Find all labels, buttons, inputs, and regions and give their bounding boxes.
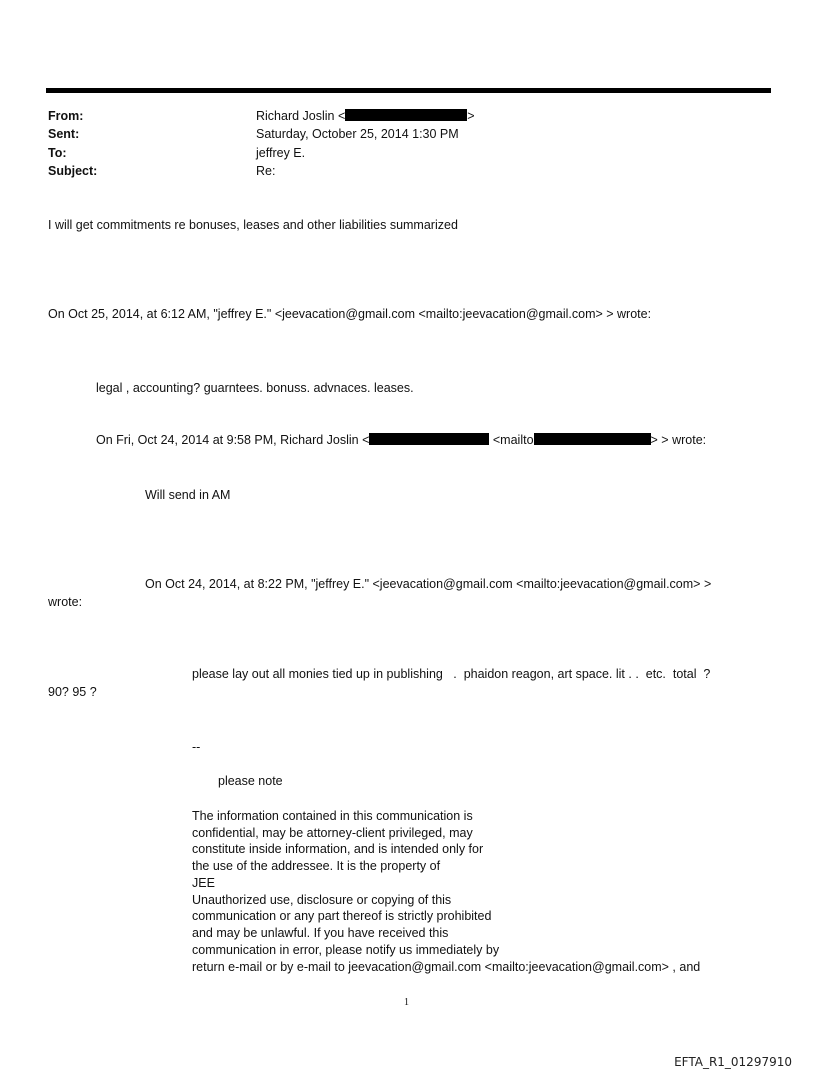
quote1-text: legal , accounting? guarntees. bonuss. advnaces. leases.	[96, 381, 414, 395]
quote2-attr-start: On Fri, Oct 24, 2014 at 9:58 PM, Richard Joslin <	[96, 433, 370, 447]
header-rule	[46, 88, 771, 93]
signature-dash: --	[192, 740, 201, 754]
from-end: >	[467, 109, 475, 123]
redaction-bar	[534, 433, 651, 445]
disclaimer-line: return e-mail or by e-mail to jeevacation@gmail.com <mailto:jeevacation@gmail.com> , and	[192, 960, 701, 974]
quote2-text: Will send in AM	[145, 488, 231, 502]
quote2-attr-mid: <mailto	[492, 433, 534, 447]
subject-label: Subject:	[48, 164, 98, 178]
subject-value: Re:	[256, 164, 276, 178]
sent-value: Saturday, October 25, 2014 1:30 PM	[256, 127, 459, 141]
disclaimer-line: Unauthorized use, disclosure or copying of this	[192, 893, 452, 907]
redaction-bar	[345, 109, 467, 121]
disclaimer-line: confidential, may be attorney-client privileged, may	[192, 826, 473, 840]
document-id: EFTA_R1_01297910	[674, 1055, 792, 1069]
from-name: Richard Joslin <	[256, 109, 346, 123]
quote3-line1: please lay out all monies tied up in publishing . phaidon reagon, art space. lit . . etc. total ?	[192, 667, 711, 681]
to-value: jeffrey E.	[256, 146, 306, 160]
from-label: From:	[48, 109, 84, 123]
reply-text: I will get commitments re bonuses, leases and other liabilities summarized	[48, 218, 458, 232]
disclaimer-line: communication in error, please notify us immediately by	[192, 943, 500, 957]
quote3-wrote: wrote:	[48, 595, 83, 609]
disclaimer-line: JEE	[192, 876, 215, 890]
quote2-attr-end: > > wrote:	[650, 433, 707, 447]
disclaimer-line: communication or any part thereof is strictly prohibited	[192, 909, 492, 923]
please-note: please note	[218, 774, 283, 788]
quote2-attribution	[96, 432, 706, 448]
page-number: 1	[404, 997, 409, 1008]
quote3-attribution: On Oct 24, 2014, at 8:22 PM, "jeffrey E." <jeevacation@gmail.com <mailto:jeevacation@gmail.com> >	[145, 577, 712, 591]
sent-label: Sent:	[48, 127, 80, 141]
redaction-bar	[369, 433, 489, 445]
quote3-line2: 90? 95 ?	[48, 685, 97, 699]
disclaimer-line: the use of the addressee. It is the property of	[192, 859, 441, 873]
to-label: To:	[48, 146, 67, 160]
disclaimer-line: constitute inside information, and is intended only for	[192, 842, 484, 856]
quote1-attribution: On Oct 25, 2014, at 6:12 AM, "jeffrey E." <jeevacation@gmail.com <mailto:jeevacation@gmail.com> > wrote:	[48, 307, 652, 321]
disclaimer-line: The information contained in this communication is	[192, 809, 473, 823]
from-value	[256, 108, 475, 124]
disclaimer-line: and may be unlawful. If you have received this	[192, 926, 449, 940]
